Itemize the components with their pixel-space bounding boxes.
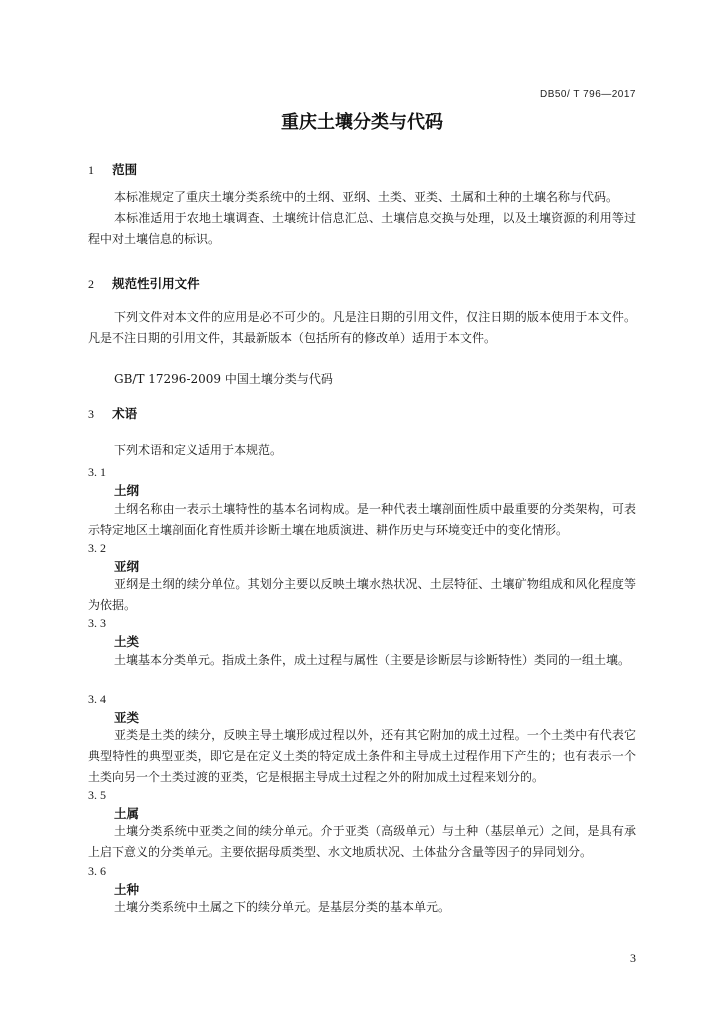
term-number: 3. 3 <box>88 616 106 630</box>
section-2-paragraph-1: 下列文件对本文件的应用是必不可少的。凡是注日期的引用文件，仅注日期的版本使用于本文件。凡是不注日期的引用文件，其最新版本（包括所有的修改单）适用于本文件。 <box>88 310 636 345</box>
term-definition: 土壤基本分类单元。指成土条件，成土过程与属性（主要是诊断层与诊断特性）类同的一组土壤。 <box>114 653 631 667</box>
term-definition: 土壤分类系统中亚类之间的续分单元。介于亚类（高级单元）与土种（基层单元）之间，是具有承上启下意义的分类单元。主要依据母质类型、水文地质状况、土体盐分含量等因子的异同划分。 <box>88 824 636 859</box>
section-3-heading <box>88 405 137 424</box>
term-definition: 亚纲是土纲的续分单位。其划分主要以反映土壤水热状况、土层特征、土壤矿物组成和风化程度等为依据。 <box>88 577 636 612</box>
term-number: 3. 2 <box>88 541 106 555</box>
page-number: 3 <box>630 951 636 965</box>
document-title: 重庆土壤分类与代码 <box>281 112 443 133</box>
term-name: 土类 <box>114 634 140 649</box>
term-definition: 土壤分类系统中土属之下的续分单元。是基层分类的基本单元。 <box>114 900 451 914</box>
section-3-paragraph-1: 下列术语和定义适用于本规范。 <box>114 443 283 457</box>
section-number: 2 <box>88 277 94 291</box>
term-definition: 亚类是土类的续分，反映主导土壤形成过程以外，还有其它附加的成土过程。一个土类中有代表它典型特性的典型亚类，即它是在定义土类的特定成土条件和主导成土过程作用下产生的；也有表示一个土类向另一个土类过渡的亚类，它是根据主导成土过程之外的附加成土过程来划分的。 <box>88 728 636 784</box>
section-title: 规范性引用文件 <box>112 276 200 291</box>
section-1-paragraph-2: 本标准适用于农地土壤调查、土壤统计信息汇总、土壤信息交换与处理，以及土壤资源的利用等过程中对土壤信息的标识。 <box>88 211 636 246</box>
section-title: 范围 <box>112 162 138 177</box>
section-title: 术语 <box>112 406 138 421</box>
standard-code: DB50/ T 796—2017 <box>539 89 636 100</box>
term-number: 3. 5 <box>88 788 106 802</box>
section-2-heading <box>88 275 200 294</box>
term-name: 土纲 <box>114 483 140 498</box>
term-number: 3. 1 <box>88 465 106 479</box>
normative-reference: GB/T 17296-2009 中国土壤分类与代码 <box>114 372 333 386</box>
section-1-paragraph-1: 本标准规定了重庆土壤分类系统中的土纲、亚纲、土类、亚类、土属和土种的土壤名称与代码。 <box>114 190 619 204</box>
term-name: 亚类 <box>114 710 140 725</box>
section-1-heading <box>88 161 137 180</box>
term-number: 3. 4 <box>88 692 106 706</box>
term-definition: 土纲名称由一表示土壤特性的基本名词构成。是一种代表土壤剖面性质中最重要的分类架构，可表示特定地区土壤剖面化育性质并诊断土壤在地质演进、耕作历史与环境变迁中的变化情形。 <box>88 502 636 537</box>
section-number: 3 <box>88 407 94 421</box>
section-number: 1 <box>88 163 94 177</box>
term-name: 亚纲 <box>114 559 140 574</box>
term-number: 3. 6 <box>88 864 106 878</box>
term-name: 土种 <box>114 882 140 897</box>
term-name: 土属 <box>114 806 140 821</box>
